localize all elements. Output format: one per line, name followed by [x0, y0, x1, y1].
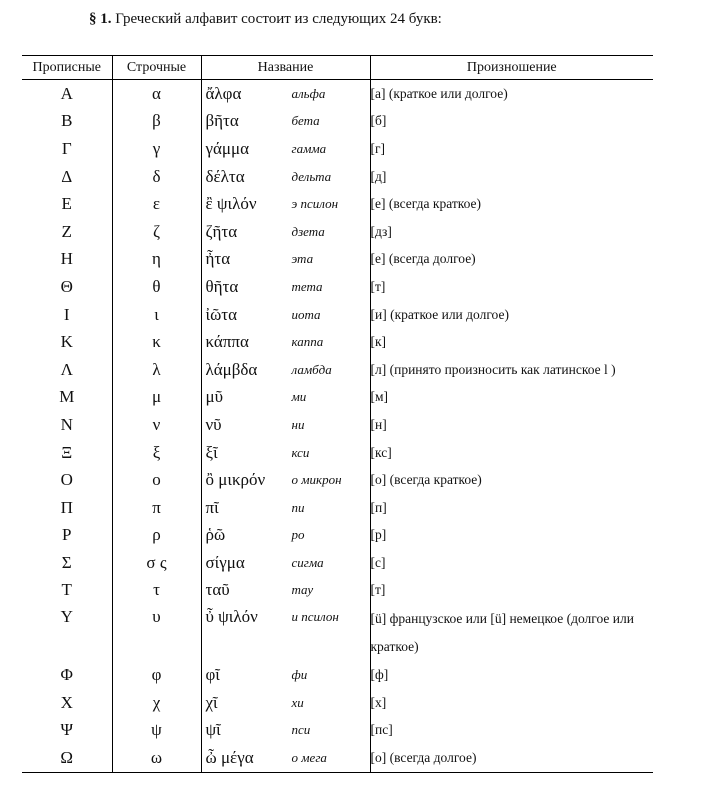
russian-name: сигма	[291, 554, 324, 570]
russian-name: э псилон	[291, 196, 339, 212]
table-row	[22, 689, 653, 717]
uppercase-letter: Ζ	[61, 221, 72, 241]
uppercase-letter: Θ	[60, 276, 73, 296]
russian-name: гамма	[291, 140, 327, 156]
russian-name: о микрон	[291, 472, 342, 488]
greek-name: ὂ μικρόν	[205, 470, 266, 490]
letter-name-cell	[201, 522, 370, 550]
pronunciation: [м]	[370, 384, 653, 412]
letter-name-cell	[201, 301, 370, 329]
letter-name-cell	[201, 218, 370, 246]
pronunciation: [р]	[370, 522, 653, 550]
greek-name: ἒ ψιλόν	[205, 194, 257, 214]
pronunciation: [т]	[370, 577, 653, 605]
pronunciation: [о] (всегда долгое)	[370, 744, 653, 772]
greek-name: ὦ μέγα	[205, 747, 254, 767]
lowercase-letter: ι	[112, 301, 201, 329]
lowercase-letter: φ	[112, 661, 201, 689]
lowercase-letter: ζ	[112, 218, 201, 246]
greek-name: ζῆτα	[205, 221, 238, 241]
greek-name: ὖ ψιλόν	[205, 607, 258, 627]
table-row	[22, 604, 653, 661]
lowercase-letter: ψ	[112, 716, 201, 744]
letter-name-cell	[201, 466, 370, 494]
greek-name: χῖ	[205, 692, 218, 712]
table-row	[22, 108, 653, 136]
table-row	[22, 246, 653, 274]
uppercase-letter: Π	[60, 497, 73, 517]
uppercase-letter: Δ	[61, 166, 73, 186]
header-name: Название	[201, 56, 370, 80]
russian-name: каппа	[291, 334, 324, 350]
pronunciation: [пс]	[370, 716, 653, 744]
lowercase-letter: α	[112, 80, 201, 108]
pronunciation: [и] (краткое или долгое)	[370, 301, 653, 329]
table-row	[22, 466, 653, 494]
letter-name-cell	[201, 661, 370, 689]
russian-name: дельта	[291, 168, 332, 184]
uppercase-letter: Ρ	[62, 525, 72, 545]
letter-name-cell	[201, 716, 370, 744]
lowercase-letter: π	[112, 494, 201, 522]
letter-name-cell	[201, 80, 370, 108]
letter-name-cell	[201, 689, 370, 717]
pronunciation: [кс]	[370, 439, 653, 467]
table-row	[22, 301, 653, 329]
pronunciation: [е] (всегда краткое)	[370, 190, 653, 218]
table-row	[22, 218, 653, 246]
letter-name-cell	[201, 273, 370, 301]
greek-name: ῥῶ	[205, 525, 226, 545]
letter-name-cell	[201, 328, 370, 356]
russian-name: фи	[291, 667, 308, 683]
greek-name: ξῖ	[205, 442, 218, 462]
pronunciation: [г]	[370, 135, 653, 163]
lowercase-letter: ω	[112, 744, 201, 772]
table-row	[22, 356, 653, 384]
pronunciation: [т]	[370, 273, 653, 301]
uppercase-letter: Φ	[60, 665, 73, 685]
letter-name-cell	[201, 356, 370, 384]
section-title: Греческий алфавит состоит из следующих 24 букв:	[115, 11, 442, 27]
pronunciation: [ф]	[370, 661, 653, 689]
russian-name: бета	[291, 113, 320, 129]
pronunciation: [б]	[370, 108, 653, 136]
table-row	[22, 135, 653, 163]
russian-name: пи	[291, 499, 305, 515]
letter-name-cell	[201, 744, 370, 772]
lowercase-letter: σ ς	[112, 549, 201, 577]
greek-name: ταῦ	[205, 580, 230, 600]
lowercase-letter: τ	[112, 577, 201, 605]
pronunciation: [х]	[370, 689, 653, 717]
greek-name: φῖ	[205, 665, 220, 685]
letter-name-cell	[201, 577, 370, 605]
table-row	[22, 328, 653, 356]
greek-name: ἰῶτα	[205, 304, 238, 324]
uppercase-letter: Μ	[59, 387, 75, 407]
lowercase-letter: μ	[112, 384, 201, 412]
greek-name: γάμμα	[205, 138, 250, 158]
russian-name: тета	[291, 278, 323, 294]
pronunciation: [с]	[370, 549, 653, 577]
russian-name: ми	[291, 389, 307, 405]
table-row	[22, 522, 653, 550]
lowercase-letter: κ	[112, 328, 201, 356]
uppercase-letter: Ψ	[60, 720, 74, 740]
pronunciation: [п]	[370, 494, 653, 522]
greek-name: λάμβδα	[205, 359, 258, 379]
section-number: § 1.	[89, 11, 112, 27]
lowercase-letter: λ	[112, 356, 201, 384]
table-row	[22, 163, 653, 191]
lowercase-letter: ξ	[112, 439, 201, 467]
table-row	[22, 411, 653, 439]
letter-name-cell	[201, 384, 370, 412]
table-row	[22, 577, 653, 605]
russian-name: ро	[291, 527, 305, 543]
uppercase-letter: Ι	[63, 304, 70, 324]
table-row	[22, 80, 653, 108]
russian-name: иота	[291, 306, 321, 322]
letter-name-cell	[201, 549, 370, 577]
table-row	[22, 716, 653, 744]
russian-name: ни	[291, 416, 305, 432]
pronunciation: [л] (принято произносить как латинское l )	[370, 356, 653, 384]
russian-name: альфа	[291, 85, 326, 101]
lowercase-letter: ρ	[112, 522, 201, 550]
russian-name: тау	[291, 582, 314, 598]
lowercase-letter: η	[112, 246, 201, 274]
section-heading	[89, 11, 442, 28]
greek-name: σίγμα	[205, 552, 245, 572]
greek-name: θῆτα	[205, 276, 239, 296]
uppercase-letter: Γ	[61, 138, 72, 158]
lowercase-letter: ο	[112, 466, 201, 494]
lowercase-letter: β	[112, 108, 201, 136]
lowercase-letter: θ	[112, 273, 201, 301]
uppercase-letter: Α	[60, 83, 73, 103]
table-row	[22, 744, 653, 772]
lowercase-letter: ε	[112, 190, 201, 218]
lowercase-letter: χ	[112, 689, 201, 717]
greek-name: πῖ	[205, 497, 219, 517]
pronunciation: [о] (всегда краткое)	[370, 466, 653, 494]
uppercase-letter: Σ	[61, 552, 72, 572]
uppercase-letter: Υ	[60, 607, 73, 627]
russian-name: и псилон	[291, 609, 339, 625]
greek-alphabet-table	[22, 55, 653, 773]
russian-name: пси	[291, 722, 311, 738]
letter-name-cell	[201, 135, 370, 163]
header-pronunciation: Произношение	[370, 56, 653, 80]
letter-name-cell	[201, 604, 370, 661]
greek-name: ἄλφα	[205, 83, 242, 103]
letter-name-cell	[201, 190, 370, 218]
greek-name: δέλτα	[205, 166, 245, 186]
russian-name: хи	[291, 694, 304, 710]
letter-name-cell	[201, 439, 370, 467]
uppercase-letter: Η	[60, 249, 73, 269]
uppercase-letter: Χ	[60, 692, 73, 712]
lowercase-letter: ν	[112, 411, 201, 439]
table-row	[22, 549, 653, 577]
table-row	[22, 190, 653, 218]
lowercase-letter: υ	[112, 604, 201, 661]
uppercase-letter: Τ	[61, 580, 72, 600]
greek-name: ἦτα	[205, 249, 231, 269]
table-row	[22, 661, 653, 689]
table-body	[22, 80, 653, 773]
header-lower: Строчные	[112, 56, 201, 80]
pronunciation: [ü] французское или [ü] немецкое (долгое или краткое)	[370, 604, 653, 661]
pronunciation: [н]	[370, 411, 653, 439]
greek-name: νῦ	[205, 414, 222, 434]
table-row	[22, 494, 653, 522]
greek-name: ψῖ	[205, 720, 221, 740]
letter-name-cell	[201, 494, 370, 522]
header-upper: Прописные	[22, 56, 112, 80]
uppercase-letter: Ο	[60, 470, 73, 490]
pronunciation: [д]	[370, 163, 653, 191]
pronunciation: [а] (краткое или долгое)	[370, 80, 653, 108]
russian-name: дзета	[291, 223, 325, 239]
russian-name: эта	[291, 251, 314, 267]
greek-name: μῦ	[205, 387, 224, 407]
russian-name: ламбда	[291, 361, 332, 377]
greek-name: βῆτα	[205, 111, 239, 131]
letter-name-cell	[201, 108, 370, 136]
lowercase-letter: γ	[112, 135, 201, 163]
uppercase-letter: Ω	[22, 744, 112, 772]
pronunciation: [к]	[370, 328, 653, 356]
table-header-row	[22, 56, 653, 80]
table-row	[22, 439, 653, 467]
russian-name: кси	[291, 444, 310, 460]
russian-name: о мега	[291, 749, 327, 765]
uppercase-letter: Β	[61, 111, 73, 131]
uppercase-letter: Ε	[61, 194, 72, 214]
letter-name-cell	[201, 163, 370, 191]
table-row	[22, 384, 653, 412]
pronunciation: [дз]	[370, 218, 653, 246]
letter-name-cell	[201, 246, 370, 274]
letter-name-cell	[201, 411, 370, 439]
lowercase-letter: δ	[112, 163, 201, 191]
uppercase-letter: Λ	[60, 359, 73, 379]
uppercase-letter: Ξ	[61, 442, 73, 462]
uppercase-letter: Κ	[60, 332, 73, 352]
table-row	[22, 273, 653, 301]
pronunciation: [е] (всегда долгое)	[370, 246, 653, 274]
greek-name: κάππα	[205, 332, 249, 352]
uppercase-letter: Ν	[60, 414, 73, 434]
